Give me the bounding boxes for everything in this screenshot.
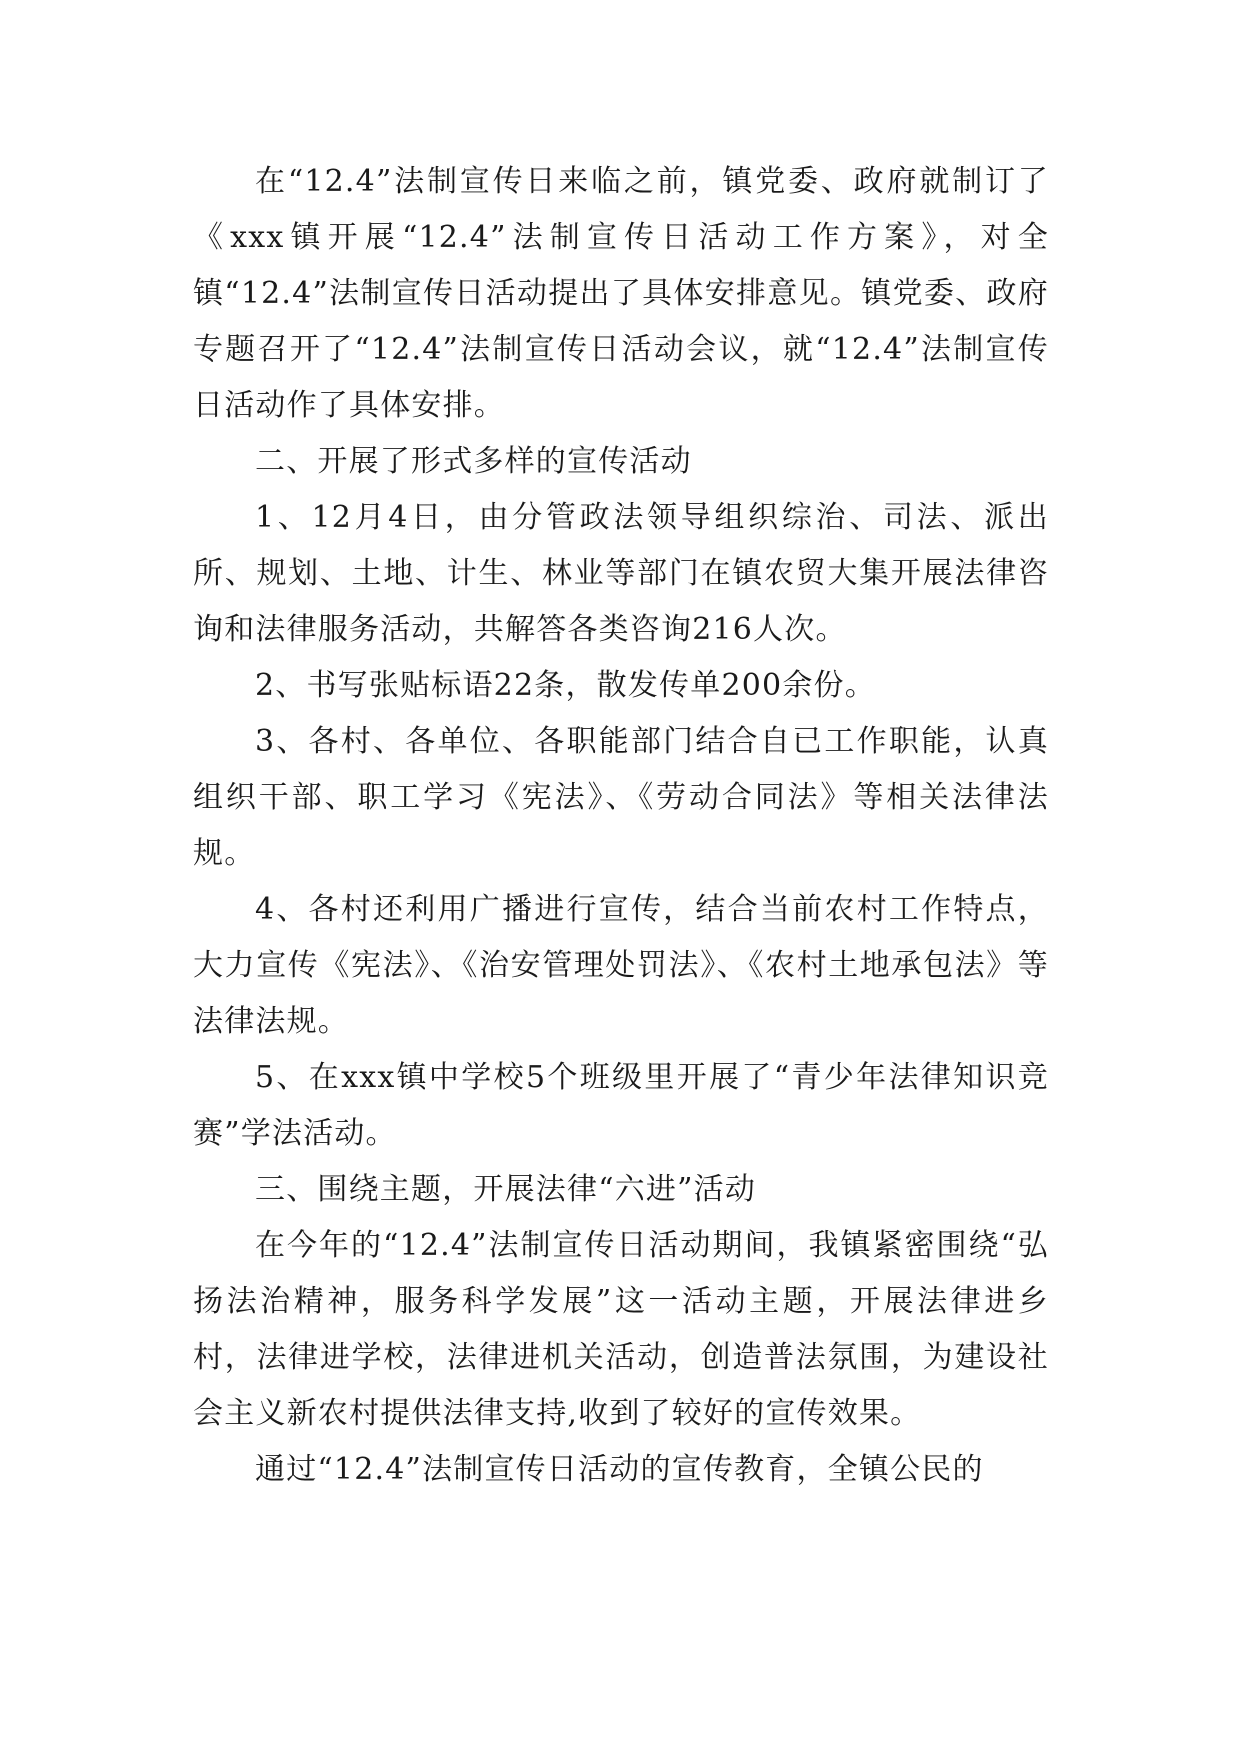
paragraph-conclusion: 通过“12.4”法制宣传日活动的宣传教育，全镇公民的	[255, 1452, 984, 1487]
paragraph-item-4: 4、各村还利用广播进行宣传，结合当前农村工作特点，大力宣传《宪法》、《治安管理处罚法》、《农村土地承包法》等法律法规。	[193, 892, 1049, 1039]
document-body	[193, 154, 1049, 1498]
section-heading-theme: 三、围绕主题，开展法律“六进”活动	[255, 1172, 757, 1207]
paragraph-item-3: 3、各村、各单位、各职能部门结合自已工作职能，认真组织干部、职工学习《宪法》、《劳动合同法》等相关法律法规。	[193, 724, 1049, 871]
paragraph-item-1: 1、12月4日，由分管政法领导组织综治、司法、派出所、规划、土地、计生、林业等部门在镇农贸大集开展法律咨询和法律服务活动，共解答各类咨询216人次。	[193, 500, 1049, 647]
section-heading-activities: 二、开展了形式多样的宣传活动	[255, 444, 692, 479]
paragraph-plan-intro: 在“12.4”法制宣传日来临之前，镇党委、政府就制订了《xxx镇开展“12.4”法制宣传日活动工作方案》，对全镇“12.4”法制宣传日活动提出了具体安排意见。镇党委、政府专题召开了“12.4”法制宣传日活动会议，就“12.4”法制宣传日活动作了具体安排。	[193, 164, 1049, 423]
paragraph-item-2: 2、书写张贴标语22条，散发传单200余份。	[255, 668, 876, 703]
paragraph-theme: 在今年的“12.4”法制宣传日活动期间，我镇紧密围绕“弘扬法治精神，服务科学发展”这一活动主题，开展法律进乡村，法律进学校，法律进机关活动，创造普法氛围，为建设社会主义新农村提供法律支持,收到了较好的宣传效果。	[193, 1228, 1049, 1431]
paragraph-item-5: 5、在xxx镇中学校5个班级里开展了“青少年法律知识竞赛”学法活动。	[193, 1060, 1049, 1151]
